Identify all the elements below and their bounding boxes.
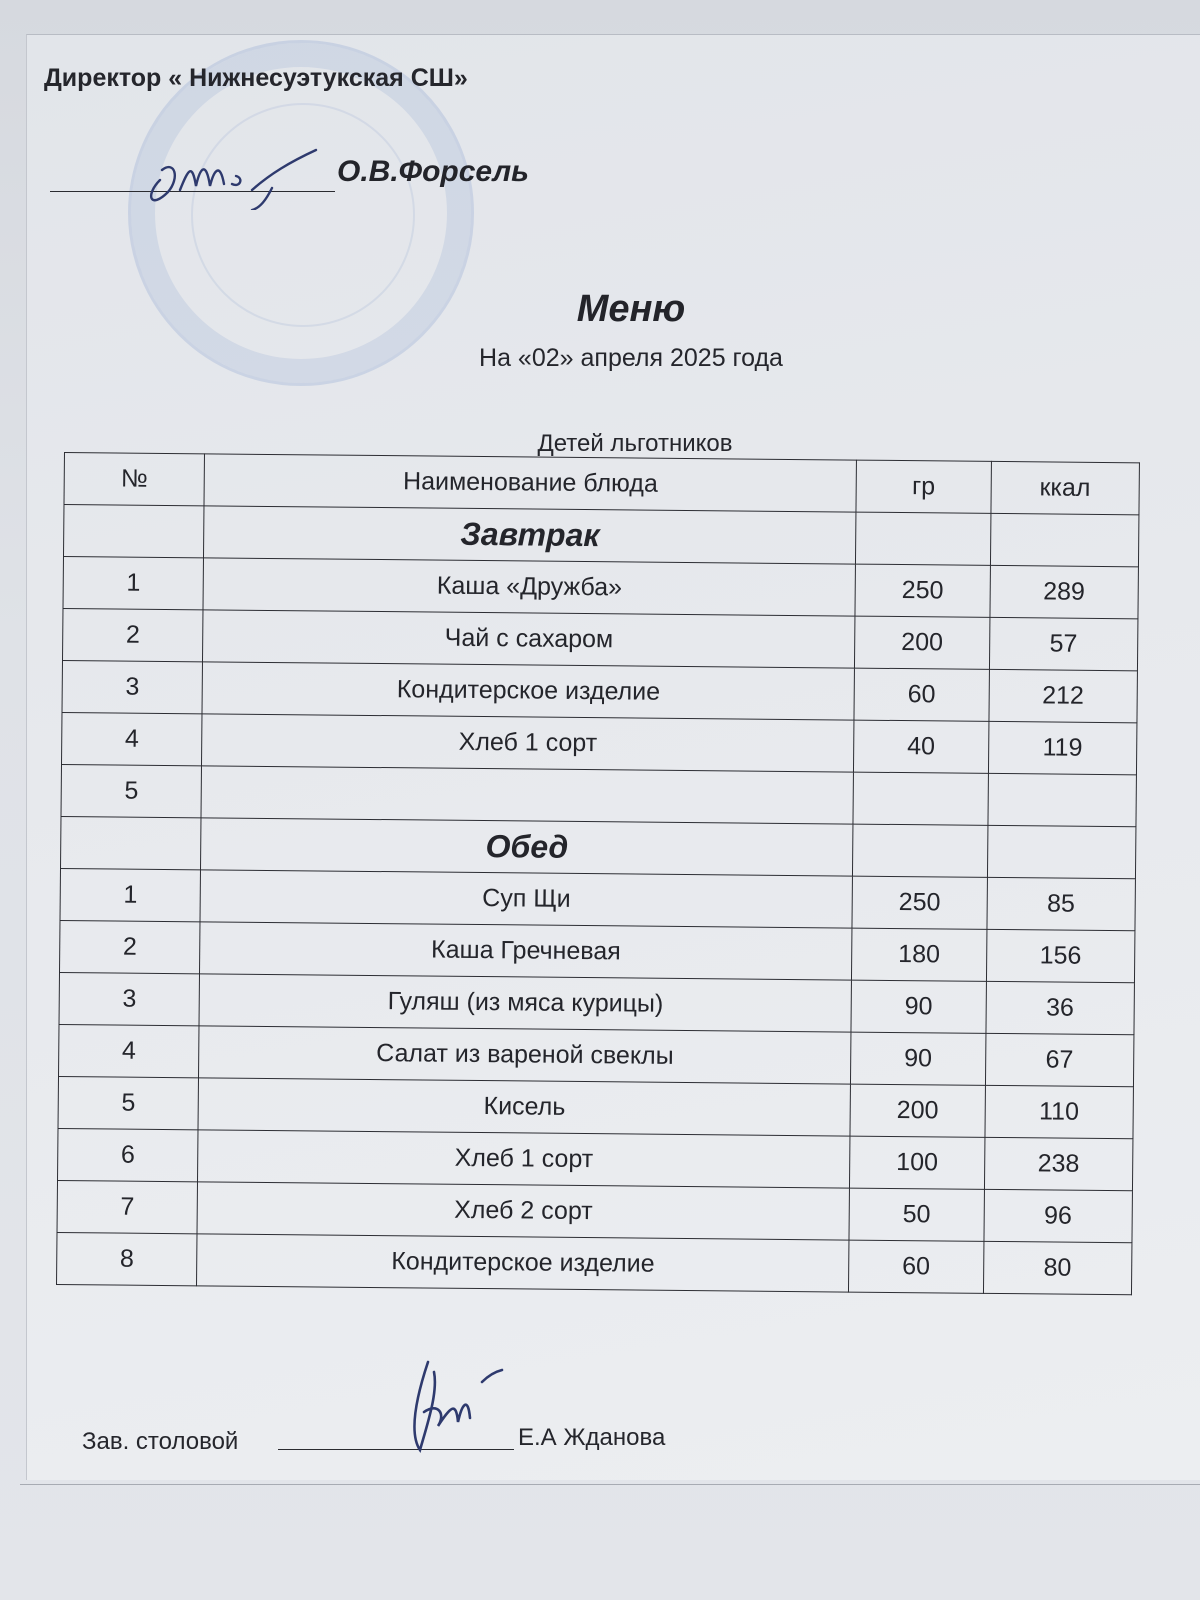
section-empty-cell (987, 825, 1136, 878)
row-number: 4 (62, 712, 203, 765)
header-number: № (64, 453, 205, 506)
row-grams: 100 (850, 1136, 985, 1189)
section-label-breakfast: Завтрак (204, 506, 856, 564)
row-grams: 200 (850, 1084, 985, 1137)
row-grams: 180 (852, 928, 987, 981)
row-grams (853, 772, 988, 825)
table-row (57, 1232, 1132, 1294)
row-dish-name: Кисель (198, 1078, 850, 1136)
row-kcal: 110 (985, 1085, 1134, 1138)
header-kcal: ккал (991, 461, 1140, 514)
row-kcal: 289 (990, 565, 1139, 618)
section-empty-cell (990, 513, 1139, 566)
canteen-head-signature (398, 1352, 508, 1457)
row-kcal: 85 (987, 877, 1136, 930)
row-number: 2 (62, 608, 203, 661)
menu-table (56, 452, 1140, 1295)
page-title: Меню (576, 288, 686, 330)
row-dish-name: Каша «Дружба» (203, 558, 855, 616)
row-kcal: 57 (989, 617, 1138, 670)
row-kcal: 36 (986, 981, 1135, 1034)
row-grams: 60 (854, 668, 989, 721)
director-signature (140, 140, 320, 210)
row-dish-name: Каша Гречневая (200, 922, 852, 980)
header-grams: гр (856, 460, 991, 513)
row-dish-name: Хлеб 2 сорт (197, 1182, 849, 1240)
row-kcal (988, 773, 1137, 826)
menu-date: На «02» апреля 2025 года (479, 344, 783, 372)
director-title: Директор « Нижнесуэтукская СШ» (44, 64, 468, 92)
row-number: 8 (57, 1232, 198, 1285)
row-grams: 90 (851, 980, 986, 1033)
row-grams: 90 (851, 1032, 986, 1085)
row-number: 6 (58, 1128, 199, 1181)
row-kcal: 80 (983, 1241, 1132, 1294)
row-dish-name: Кондитерское изделие (202, 662, 854, 720)
row-number: 4 (59, 1024, 200, 1077)
director-name: О.В.Форсель (337, 155, 529, 188)
row-kcal: 212 (989, 669, 1138, 722)
header-dish-name: Наименование блюда (204, 454, 856, 512)
section-empty-cell (63, 505, 204, 558)
row-grams: 50 (849, 1188, 984, 1241)
row-kcal: 96 (984, 1189, 1133, 1242)
menu-subtitle: Детей льготников (537, 430, 733, 457)
section-empty-cell (61, 816, 202, 869)
row-number: 1 (63, 557, 204, 610)
row-kcal: 156 (986, 929, 1135, 982)
row-dish-name (201, 766, 853, 824)
row-number: 2 (60, 920, 201, 973)
row-dish-name: Хлеб 1 сорт (202, 714, 854, 772)
row-number: 3 (62, 660, 203, 713)
row-number: 5 (61, 764, 202, 817)
row-kcal: 119 (988, 721, 1137, 774)
row-dish-name: Хлеб 1 сорт (198, 1130, 850, 1188)
row-dish-name: Чай с сахаром (203, 610, 855, 668)
row-number: 5 (58, 1076, 199, 1129)
row-grams: 200 (855, 616, 990, 669)
section-empty-cell (853, 824, 988, 877)
row-dish-name: Кондитерское изделие (197, 1234, 849, 1292)
section-label-lunch: Обед (201, 818, 853, 876)
row-dish-name: Гуляш (из мяса курицы) (199, 974, 851, 1032)
row-number: 7 (57, 1180, 198, 1233)
row-kcal: 67 (985, 1033, 1134, 1086)
row-kcal: 238 (984, 1137, 1133, 1190)
row-number: 1 (60, 868, 201, 921)
footer-role: Зав. столовой (82, 1428, 239, 1455)
section-empty-cell (856, 512, 991, 565)
row-dish-name: Суп Щи (200, 870, 852, 928)
footer-name: Е.А Жданова (518, 1424, 666, 1451)
row-grams: 250 (852, 876, 987, 929)
sheet-edge (20, 1484, 1200, 1485)
row-grams: 250 (855, 564, 990, 617)
row-grams: 40 (854, 720, 989, 773)
row-grams: 60 (849, 1240, 984, 1293)
row-dish-name: Салат из вареной свеклы (199, 1026, 851, 1084)
row-number: 3 (59, 972, 200, 1025)
